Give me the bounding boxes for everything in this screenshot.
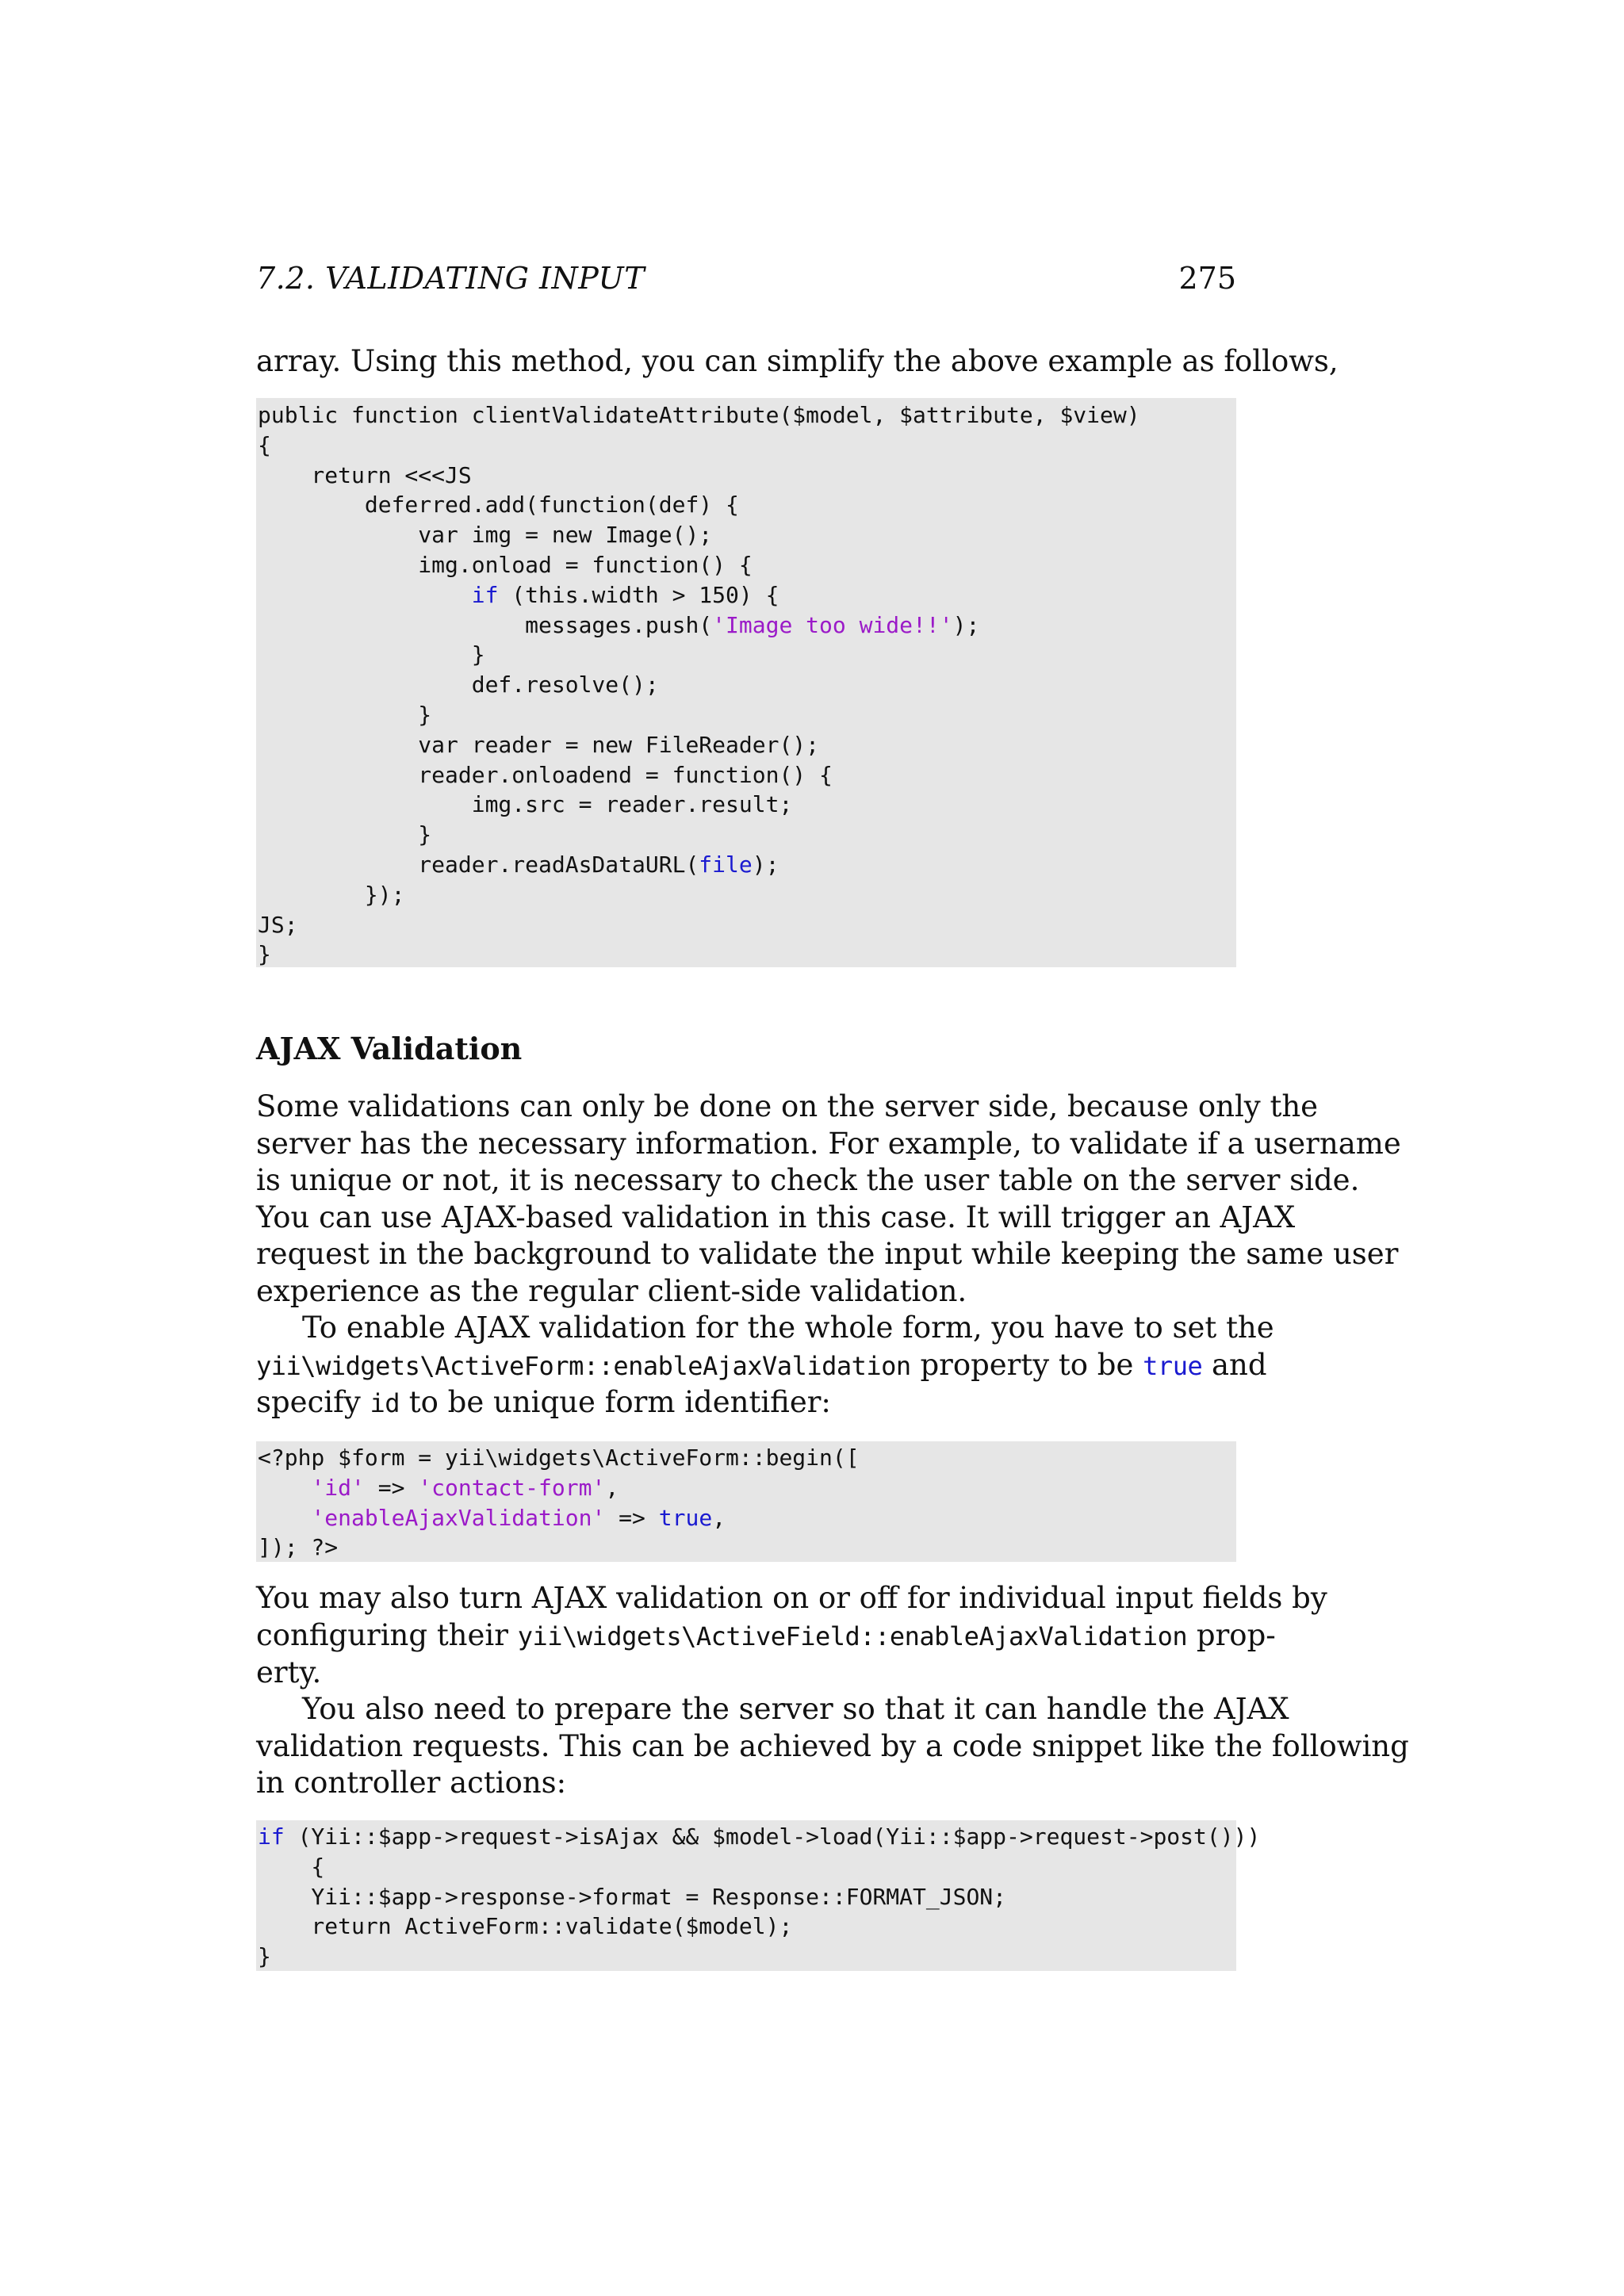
- intro-paragraph: [256, 343, 1339, 381]
- code-text: ,: [605, 1474, 619, 1501]
- code-keyword: if: [471, 581, 499, 608]
- code-block-active-form: [256, 1441, 1236, 1562]
- text-line: To enable AJAX validation for the whole form, you have to set the: [302, 1311, 1274, 1345]
- paragraph-active-field: [256, 1580, 1327, 1692]
- running-header: [256, 258, 1236, 298]
- code-line-push: [258, 610, 1236, 641]
- code-string: 'id': [311, 1474, 365, 1501]
- code-text: messages.push(: [258, 611, 713, 638]
- section-title: 7.2. VALIDATING INPUT: [256, 261, 645, 296]
- text-line: is unique or not, it is necessary to check the user table on the server side.: [256, 1163, 1360, 1197]
- code-text: =>: [605, 1504, 659, 1531]
- code-line: def.resolve();: [258, 672, 659, 698]
- text-line: Some validations can only be done on the server side, because only the: [256, 1089, 1319, 1123]
- code-line: }: [258, 641, 485, 668]
- code-line: }: [258, 1943, 271, 1970]
- code-indent: [258, 582, 472, 608]
- code-line: var reader = new FileReader();: [258, 731, 820, 758]
- code-line: reader.onloadend = function() {: [258, 761, 833, 788]
- text-line: [256, 1384, 1236, 1422]
- code-line: [258, 1822, 1261, 1852]
- code-line: img.onload = function() {: [258, 551, 753, 578]
- text-line: request in the background to validate the input while keeping the same user: [256, 1237, 1399, 1271]
- paragraph-server-side: [256, 1089, 1401, 1310]
- code-string: 'contact-form': [418, 1474, 606, 1501]
- code-line: return ActiveForm::validate($model);: [258, 1913, 793, 1940]
- code-indent: [258, 1475, 311, 1501]
- paragraph-enable-ajax: [256, 1310, 1274, 1422]
- code-line-read: [258, 850, 1236, 880]
- code-string: 'enableAjaxValidation': [311, 1504, 606, 1531]
- code-line: var img = new Image();: [258, 522, 713, 549]
- code-line-if: [258, 580, 1236, 610]
- code-text: (Yii::$app->request->isAjax && $model->load(Yii::$app->request->post())): [284, 1823, 1261, 1850]
- code-text: reader.readAsDataURL(: [258, 851, 699, 878]
- code-line: return <<<JS: [258, 461, 472, 488]
- code-line: [258, 1473, 1236, 1503]
- inline-code-true: true: [1143, 1350, 1203, 1381]
- text-line: validation requests. This can be achieved by a code snippet like the following: [256, 1728, 1409, 1763]
- code-line: {: [258, 431, 271, 458]
- code-line: JS;: [258, 911, 298, 938]
- text-line: [256, 1617, 1276, 1655]
- code-line: {: [258, 1853, 325, 1880]
- code-line: <?php $form = yii\widgets\ActiveForm::begin([: [258, 1445, 860, 1471]
- code-line: ]); ?>: [258, 1534, 339, 1561]
- text-line: experience as the regular client-side validation.: [256, 1273, 967, 1308]
- code-keyword: file: [699, 851, 753, 878]
- code-line: Yii::$app->response->format = Response::FORMAT_JSON;: [258, 1883, 1007, 1910]
- inline-code-id: id: [370, 1388, 400, 1418]
- text-line: [256, 1347, 1267, 1385]
- inline-code-class: yii\widgets\ActiveField::enableAjaxValidation: [517, 1621, 1188, 1651]
- code-indent: [258, 1505, 311, 1531]
- page-number: 275: [1178, 261, 1236, 296]
- code-text: );: [752, 851, 779, 878]
- code-text: (this.width > 150) {: [498, 581, 779, 608]
- text-line: You also need to prepare the server so that it can handle the AJAX: [302, 1692, 1289, 1726]
- code-line: });: [258, 881, 405, 908]
- text-fragment: property to be: [910, 1347, 1143, 1382]
- code-line: }: [258, 821, 432, 848]
- code-line: deferred.add(function(def) {: [258, 492, 739, 519]
- code-keyword: true: [658, 1504, 713, 1531]
- text-fragment: specify: [256, 1385, 370, 1419]
- paragraph-server-prepare: [256, 1691, 1409, 1802]
- text-line: server has the necessary information. For example, to validate if a username: [256, 1126, 1401, 1161]
- code-line: }: [258, 941, 271, 968]
- code-block-controller: [256, 1820, 1261, 1971]
- text-line: You may also turn AJAX validation on or off for individual input fields by: [256, 1581, 1327, 1615]
- inline-code-class: yii\widgets\ActiveForm::enableAjaxValidation: [256, 1350, 911, 1381]
- text-line: erty.: [256, 1655, 322, 1689]
- text-fragment: configuring their: [256, 1617, 518, 1652]
- code-text: =>: [364, 1474, 419, 1501]
- code-keyword: if: [258, 1823, 285, 1850]
- code-line: [258, 1503, 1236, 1533]
- text-fragment: to be unique form identifier:: [400, 1385, 831, 1419]
- code-line: public function clientValidateAttribute($model, $attribute, $view): [258, 402, 1140, 428]
- text-line: in controller actions:: [256, 1766, 567, 1800]
- code-text: ,: [712, 1504, 726, 1531]
- code-line: img.src = reader.result;: [258, 791, 793, 818]
- text-line: array. Using this method, you can simplify the above example as follows,: [256, 344, 1339, 378]
- text-fragment: prop-: [1187, 1617, 1276, 1652]
- code-text: );: [952, 611, 980, 638]
- code-block-client-validate: [256, 398, 1236, 967]
- code-string: 'Image too wide!!': [712, 611, 953, 638]
- text-fragment: and: [1202, 1347, 1267, 1382]
- text-line: You can use AJAX-based validation in this case. It will trigger an AJAX: [256, 1200, 1296, 1234]
- section-heading: AJAX Validation: [256, 1031, 523, 1066]
- code-line: }: [258, 701, 432, 728]
